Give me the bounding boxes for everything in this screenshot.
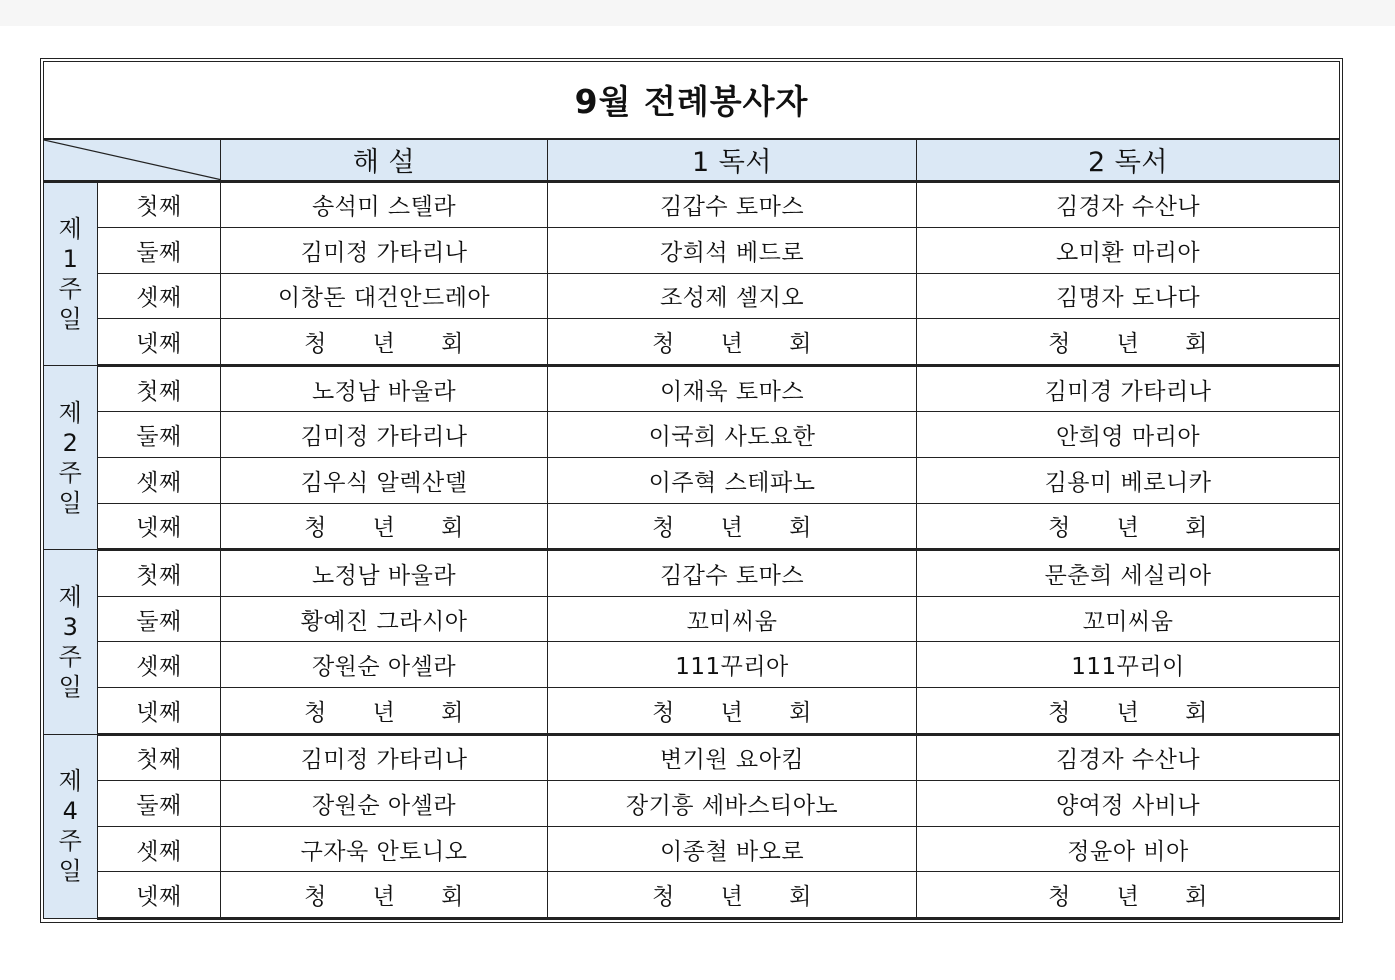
header-reading-2: 2 독서 [917, 139, 1340, 181]
ordinal-cell: 넷째 [98, 872, 221, 919]
table-row [44, 872, 1340, 919]
reading-2-cell: 김경자 수산나 [917, 734, 1340, 781]
week-label-cell [44, 365, 98, 549]
reading-2-cell: 김경자 수산나 [917, 181, 1340, 228]
reading-1-cell: 강희석 베드로 [548, 228, 917, 274]
week-label-char: 주 [58, 274, 83, 303]
reading-1-cell: 변기원 요아킴 [548, 734, 917, 781]
week-label-char: 일 [58, 488, 83, 517]
week-label-char: 제 [58, 214, 83, 243]
week-label-char: 주 [58, 458, 83, 487]
corner-diagonal-cell [44, 139, 221, 181]
week-label-char: 3 [62, 612, 79, 641]
reading-2-cell: 김용미 베로니카 [917, 458, 1340, 504]
commentary-cell: 청 년 회 [221, 503, 548, 550]
ordinal-cell: 첫째 [98, 181, 221, 228]
week-label-char: 주 [58, 642, 83, 671]
week-label-cell [44, 734, 98, 918]
reading-1-cell: 이재욱 토마스 [548, 365, 917, 412]
reading-1-cell: 청 년 회 [548, 503, 917, 550]
ordinal-cell: 넷째 [98, 319, 221, 366]
reading-1-cell: 이종철 바오로 [548, 826, 917, 872]
commentary-cell: 장원순 아셀라 [221, 781, 548, 827]
week-label-char: 일 [58, 672, 83, 701]
table-row [44, 228, 1340, 274]
table-row [44, 781, 1340, 827]
schedule-frame [40, 58, 1343, 923]
commentary-cell: 청 년 회 [221, 687, 548, 734]
week-label-char: 제 [58, 582, 83, 611]
table-row [44, 826, 1340, 872]
commentary-cell: 김우식 알렉산델 [221, 458, 548, 504]
table-row [44, 458, 1340, 504]
ordinal-cell: 넷째 [98, 687, 221, 734]
diagonal-line [44, 140, 220, 180]
reading-2-cell: 김명자 도나다 [917, 273, 1340, 319]
week-label-cell [44, 181, 98, 365]
week-label-char: 4 [62, 797, 79, 826]
reading-2-cell: 청 년 회 [917, 872, 1340, 919]
reading-1-cell: 청 년 회 [548, 872, 917, 919]
reading-1-cell: 111꾸리아 [548, 642, 917, 688]
ordinal-cell: 첫째 [98, 550, 221, 597]
week-label-char: 일 [58, 304, 83, 333]
table-row [44, 687, 1340, 734]
reading-2-cell: 꼬미씨움 [917, 596, 1340, 642]
ordinal-cell: 둘째 [98, 412, 221, 458]
ordinal-cell: 첫째 [98, 365, 221, 412]
commentary-cell: 청 년 회 [221, 319, 548, 366]
page-top-margin [0, 0, 1395, 26]
reading-1-cell: 김갑수 토마스 [548, 181, 917, 228]
ordinal-cell: 둘째 [98, 596, 221, 642]
commentary-cell: 황예진 그라시아 [221, 596, 548, 642]
schedule-table [43, 61, 1340, 920]
reading-1-cell: 이국희 사도요한 [548, 412, 917, 458]
table-row [44, 273, 1340, 319]
reading-2-cell: 111꾸리이 [917, 642, 1340, 688]
table-row [44, 734, 1340, 781]
commentary-cell: 이창돈 대건안드레아 [221, 273, 548, 319]
table-row [44, 181, 1340, 228]
reading-2-cell: 안희영 마리아 [917, 412, 1340, 458]
commentary-cell: 김미정 가타리나 [221, 734, 548, 781]
week-label-cell [44, 550, 98, 734]
commentary-cell: 노정남 바울라 [221, 365, 548, 412]
week-label-char: 일 [58, 857, 83, 886]
table-row [44, 412, 1340, 458]
ordinal-cell: 첫째 [98, 734, 221, 781]
ordinal-cell: 둘째 [98, 228, 221, 274]
week-label-char: 주 [58, 827, 83, 856]
table-row [44, 550, 1340, 597]
commentary-cell: 김미정 가타리나 [221, 228, 548, 274]
commentary-cell: 노정남 바울라 [221, 550, 548, 597]
ordinal-cell: 셋째 [98, 458, 221, 504]
reading-1-cell: 청 년 회 [548, 687, 917, 734]
week-label-char: 제 [58, 767, 83, 796]
week-label-char: 제 [58, 398, 83, 427]
reading-1-cell: 꼬미씨움 [548, 596, 917, 642]
table-row [44, 596, 1340, 642]
week-label-char: 2 [62, 428, 79, 457]
reading-1-cell: 장기흥 세바스티아노 [548, 781, 917, 827]
ordinal-cell: 셋째 [98, 826, 221, 872]
reading-2-cell: 오미환 마리아 [917, 228, 1340, 274]
table-row [44, 365, 1340, 412]
header-commentary: 해 설 [221, 139, 548, 181]
reading-1-cell: 조성제 셀지오 [548, 273, 917, 319]
table-row [44, 642, 1340, 688]
reading-2-cell: 김미경 가타리나 [917, 365, 1340, 412]
reading-1-cell: 청 년 회 [548, 319, 917, 366]
reading-2-cell: 청 년 회 [917, 503, 1340, 550]
commentary-cell: 구자욱 안토니오 [221, 826, 548, 872]
ordinal-cell: 셋째 [98, 642, 221, 688]
page-title: 9월 전례봉사자 [44, 62, 1340, 139]
ordinal-cell: 셋째 [98, 273, 221, 319]
header-reading-1: 1 독서 [548, 139, 917, 181]
commentary-cell: 김미정 가타리나 [221, 412, 548, 458]
reading-2-cell: 양여정 사비나 [917, 781, 1340, 827]
ordinal-cell: 둘째 [98, 781, 221, 827]
reading-2-cell: 정윤아 비아 [917, 826, 1340, 872]
reading-2-cell: 청 년 회 [917, 687, 1340, 734]
reading-1-cell: 이주혁 스테파노 [548, 458, 917, 504]
week-label-char: 1 [62, 244, 79, 273]
reading-2-cell: 문춘희 세실리아 [917, 550, 1340, 597]
commentary-cell: 송석미 스텔라 [221, 181, 548, 228]
reading-1-cell: 김갑수 토마스 [548, 550, 917, 597]
commentary-cell: 청 년 회 [221, 872, 548, 919]
ordinal-cell: 넷째 [98, 503, 221, 550]
table-row [44, 503, 1340, 550]
reading-2-cell: 청 년 회 [917, 319, 1340, 366]
commentary-cell: 장원순 아셀라 [221, 642, 548, 688]
table-row [44, 319, 1340, 366]
